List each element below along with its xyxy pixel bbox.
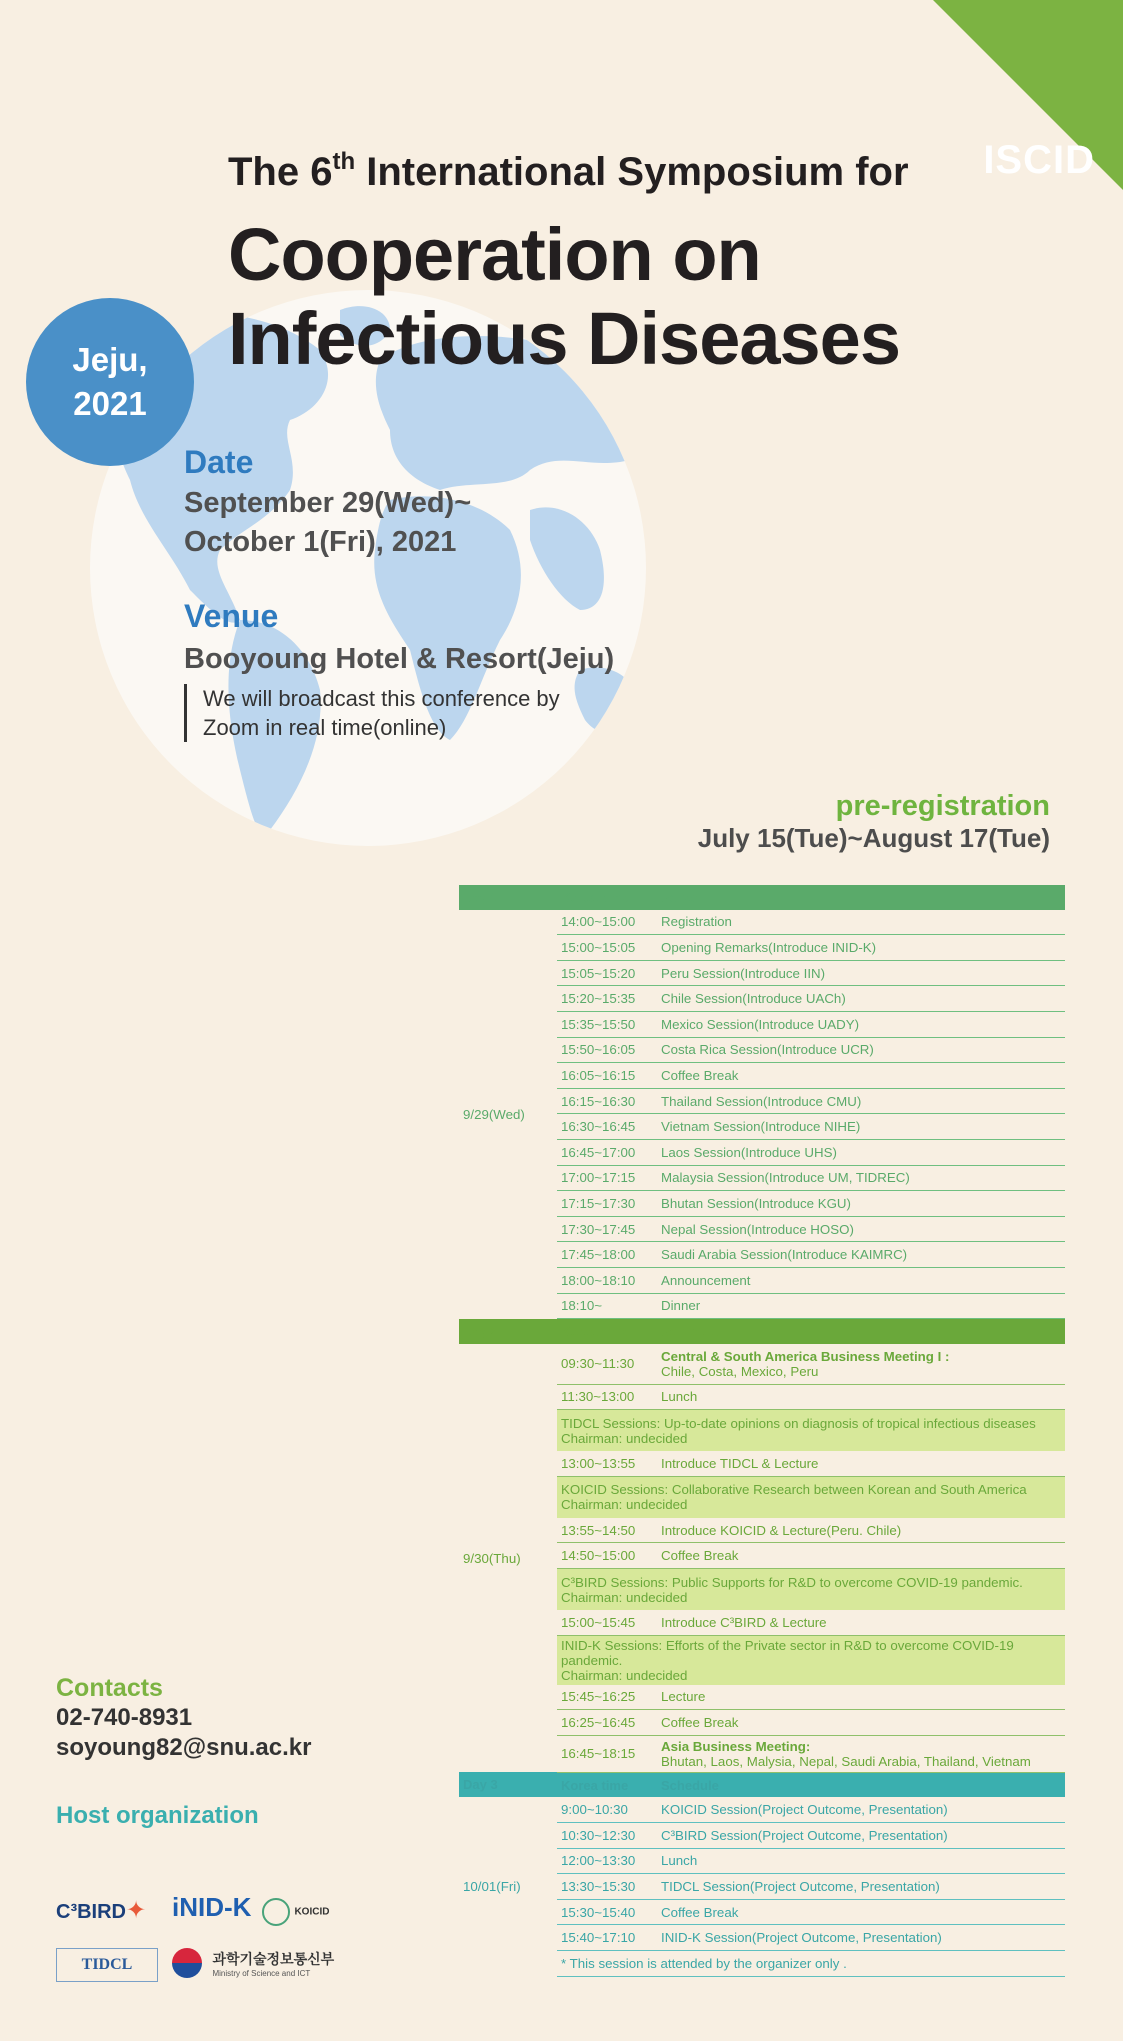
row-time: 13:00~13:55 [557, 1451, 657, 1476]
row-schedule: Introduce C³BIRD & Lecture [657, 1610, 1065, 1635]
day1-header [459, 885, 1065, 910]
title-line3: Infectious Diseases [228, 297, 900, 380]
row-schedule-title: Central & South America Business Meeting I : [661, 1348, 950, 1364]
row-time: 13:55~14:50 [557, 1518, 657, 1543]
row-time: 09:30~11:30 [557, 1344, 657, 1385]
row-schedule [657, 1735, 1065, 1772]
row-time: 17:00~17:15 [557, 1165, 657, 1191]
row-time: 16:05~16:15 [557, 1063, 657, 1089]
day3-label: Day 3 [459, 1772, 557, 1797]
session-title: INID-K Sessions: Efforts of the Private sector in R&D to overcome COVID-19 pandemic. [561, 1637, 1014, 1668]
title-sup: th [332, 148, 356, 175]
c3bird-logo [56, 1896, 146, 1925]
day1-section [459, 885, 1065, 1319]
row-time: 17:15~17:30 [557, 1191, 657, 1217]
row-time: 15:40~17:10 [557, 1925, 657, 1951]
table-row [459, 910, 1065, 935]
row-schedule-detail: Bhutan, Laos, Malysia, Nepal, Saudi Arabia, Thailand, Vietnam [661, 1753, 1031, 1769]
contacts [56, 1674, 311, 1763]
row-time: 11:30~13:00 [557, 1384, 657, 1410]
row-schedule: Introduce KOICID & Lecture(Peru. Chile) [657, 1518, 1065, 1543]
session-chair: Chairman: undecided [561, 1430, 688, 1446]
table-row [459, 1797, 1065, 1822]
row-time: 15:00~15:45 [557, 1610, 657, 1635]
contacts-label: Contacts [56, 1674, 163, 1702]
badge-line2: 2021 [73, 385, 147, 422]
title-line1 [228, 150, 909, 195]
row-schedule: Laos Session(Introduce UHS) [657, 1139, 1065, 1165]
row-schedule: Coffee Break [657, 1543, 1065, 1569]
session-banner [557, 1410, 1065, 1452]
row-time: 15:50~16:05 [557, 1037, 657, 1063]
msit-logo [172, 1948, 334, 1978]
title-line2: Cooperation on [228, 213, 761, 296]
row-time: 16:15~16:30 [557, 1088, 657, 1114]
corner-label: ISCID [983, 138, 1095, 182]
title-prefix: The 6 [228, 150, 333, 194]
day3-header [459, 1772, 1065, 1797]
row-schedule: INID-K Session(Project Outcome, Presentation) [657, 1925, 1065, 1951]
row-time: 9:00~10:30 [557, 1797, 657, 1822]
session-banner [557, 1635, 1065, 1685]
row-time: 13:30~15:30 [557, 1874, 657, 1900]
col-time-header: Korea time [557, 1319, 657, 1344]
contacts-email[interactable]: soyoung82@snu.ac.kr [56, 1734, 312, 1761]
session-banner [557, 1476, 1065, 1518]
row-time: 16:45~18:15 [557, 1735, 657, 1772]
row-schedule: Thailand Session(Introduce CMU) [657, 1088, 1065, 1114]
row-time: 18:00~18:10 [557, 1267, 657, 1293]
row-time: 14:50~15:00 [557, 1543, 657, 1569]
day2-date: 9/30(Thu) [463, 1550, 521, 1566]
row-schedule: Registration [657, 910, 1065, 935]
c3bird-logo-text: C³BIRD [56, 1901, 126, 1923]
schedule-table [459, 885, 1065, 1977]
date-line2: October 1(Fri), 2021 [184, 526, 457, 558]
col-schedule-header: Schedule [657, 885, 1065, 910]
session-title: TIDCL Sessions: Up-to-date opinions on diagnosis of tropical infectious diseases [561, 1415, 1036, 1431]
row-schedule: Announcement [657, 1267, 1065, 1293]
col-schedule-header: Schedule [657, 1772, 1065, 1797]
msit-logo-kr: 과학기술정보통신부 [212, 1950, 335, 1967]
row-schedule: Lunch [657, 1848, 1065, 1874]
day1-date: 9/29(Wed) [463, 1106, 525, 1122]
prereg-label: pre-registration [835, 790, 1050, 822]
day2-label: Day 2 [459, 1319, 557, 1344]
row-schedule: Coffee Break [657, 1063, 1065, 1089]
row-schedule: Lunch [657, 1384, 1065, 1410]
day2-section [459, 1319, 1065, 1773]
row-time: 15:45~16:25 [557, 1685, 657, 1710]
koicid-logo [262, 1898, 329, 1926]
session-chair: Chairman: undecided [561, 1667, 688, 1683]
row-schedule: Costa Rica Session(Introduce UCR) [657, 1037, 1065, 1063]
row-schedule-title: Asia Business Meeting: [661, 1738, 811, 1754]
row-schedule: Coffee Break [657, 1899, 1065, 1925]
footnote: * This session is attended by the organizer only . [557, 1951, 1065, 1977]
location-badge [26, 298, 194, 466]
inidk-logo: iNID-K [172, 1892, 252, 1922]
row-schedule: Dinner [657, 1293, 1065, 1319]
koicid-logo-text: KOICID [294, 1906, 330, 1918]
row-schedule: Opening Remarks(Introduce INID-K) [657, 935, 1065, 961]
row-schedule: Vietnam Session(Introduce NIHE) [657, 1114, 1065, 1140]
session-title: KOICID Sessions: Collaborative Research between Korean and South America [561, 1482, 1027, 1498]
koicid-globe-icon [262, 1898, 290, 1926]
row-time: 15:30~15:40 [557, 1899, 657, 1925]
note-line1: We will broadcast this conference by [203, 686, 560, 711]
session-title: C³BIRD Sessions: Public Supports for R&D to overcome COVID-19 pandemic. [561, 1574, 1023, 1590]
host-organization-label: Host organization [56, 1802, 259, 1829]
session-banner [557, 1569, 1065, 1611]
row-schedule: Lecture [657, 1685, 1065, 1710]
table-row [459, 1344, 1065, 1385]
date-value [184, 484, 471, 562]
row-time: 14:00~15:00 [557, 910, 657, 935]
session-chair: Chairman: undecided [561, 1497, 688, 1513]
col-schedule-header: Schedule [657, 1319, 1065, 1344]
broadcast-note [184, 684, 560, 742]
session-chair: Chairman: undecided [561, 1589, 688, 1605]
row-time: 18:10~ [557, 1293, 657, 1319]
venue-name: Booyoung Hotel & Resort(Jeju) [184, 643, 615, 675]
row-schedule: TIDCL Session(Project Outcome, Presentation) [657, 1874, 1065, 1900]
badge-line1: Jeju, [72, 341, 148, 378]
row-schedule-detail: Chile, Costa, Mexico, Peru [661, 1363, 819, 1379]
row-schedule: Malaysia Session(Introduce UM, TIDREC) [657, 1165, 1065, 1191]
row-schedule: Bhutan Session(Introduce KGU) [657, 1191, 1065, 1217]
row-time: 15:35~15:50 [557, 1011, 657, 1037]
row-schedule: Chile Session(Introduce UACh) [657, 986, 1065, 1012]
preregistration [698, 790, 1050, 854]
row-schedule: KOICID Session(Project Outcome, Presentation) [657, 1797, 1065, 1822]
day1-label: Day 1 [459, 885, 557, 910]
row-time: 15:05~15:20 [557, 960, 657, 986]
row-time: 15:20~15:35 [557, 986, 657, 1012]
row-time: 17:30~17:45 [557, 1216, 657, 1242]
bird-icon: ✦ [126, 1897, 147, 1924]
taegeuk-icon [172, 1948, 202, 1978]
row-schedule: Saudi Arabia Session(Introduce KAIMRC) [657, 1242, 1065, 1268]
row-schedule: Introduce TIDCL & Lecture [657, 1451, 1065, 1476]
col-time-header: Korea time [557, 1772, 657, 1797]
row-time: 17:45~18:00 [557, 1242, 657, 1268]
msit-logo-en: Ministry of Science and ICT [212, 1968, 311, 1978]
day3-date: 10/01(Fri) [463, 1879, 521, 1895]
row-schedule: Mexico Session(Introduce UADY) [657, 1011, 1065, 1037]
row-time: 16:25~16:45 [557, 1710, 657, 1736]
row-time: 10:30~12:30 [557, 1823, 657, 1849]
tidcl-logo: TIDCL [56, 1948, 158, 1982]
row-time: 16:45~17:00 [557, 1139, 657, 1165]
row-time: 16:30~16:45 [557, 1114, 657, 1140]
row-time: 12:00~13:30 [557, 1848, 657, 1874]
day3-section [459, 1772, 1065, 1976]
date-label: Date [184, 444, 254, 480]
contacts-phone: 02-740-8931 [56, 1704, 193, 1731]
prereg-dates: July 15(Tue)~August 17(Tue) [697, 823, 1050, 853]
note-line2: Zoom in real time(online) [203, 715, 447, 740]
row-schedule [657, 1344, 1065, 1385]
row-schedule: C³BIRD Session(Project Outcome, Presentation) [657, 1823, 1065, 1849]
row-schedule: Peru Session(Introduce IIN) [657, 960, 1065, 986]
title-suffix: International Symposium for [355, 150, 909, 194]
venue-label: Venue [184, 598, 279, 634]
col-time-header: Korea time [557, 885, 657, 910]
row-schedule: Nepal Session(Introduce HOSO) [657, 1216, 1065, 1242]
row-schedule: Coffee Break [657, 1710, 1065, 1736]
row-time: 15:00~15:05 [557, 935, 657, 961]
day2-header [459, 1319, 1065, 1344]
date-line1: September 29(Wed)~ [184, 487, 472, 519]
